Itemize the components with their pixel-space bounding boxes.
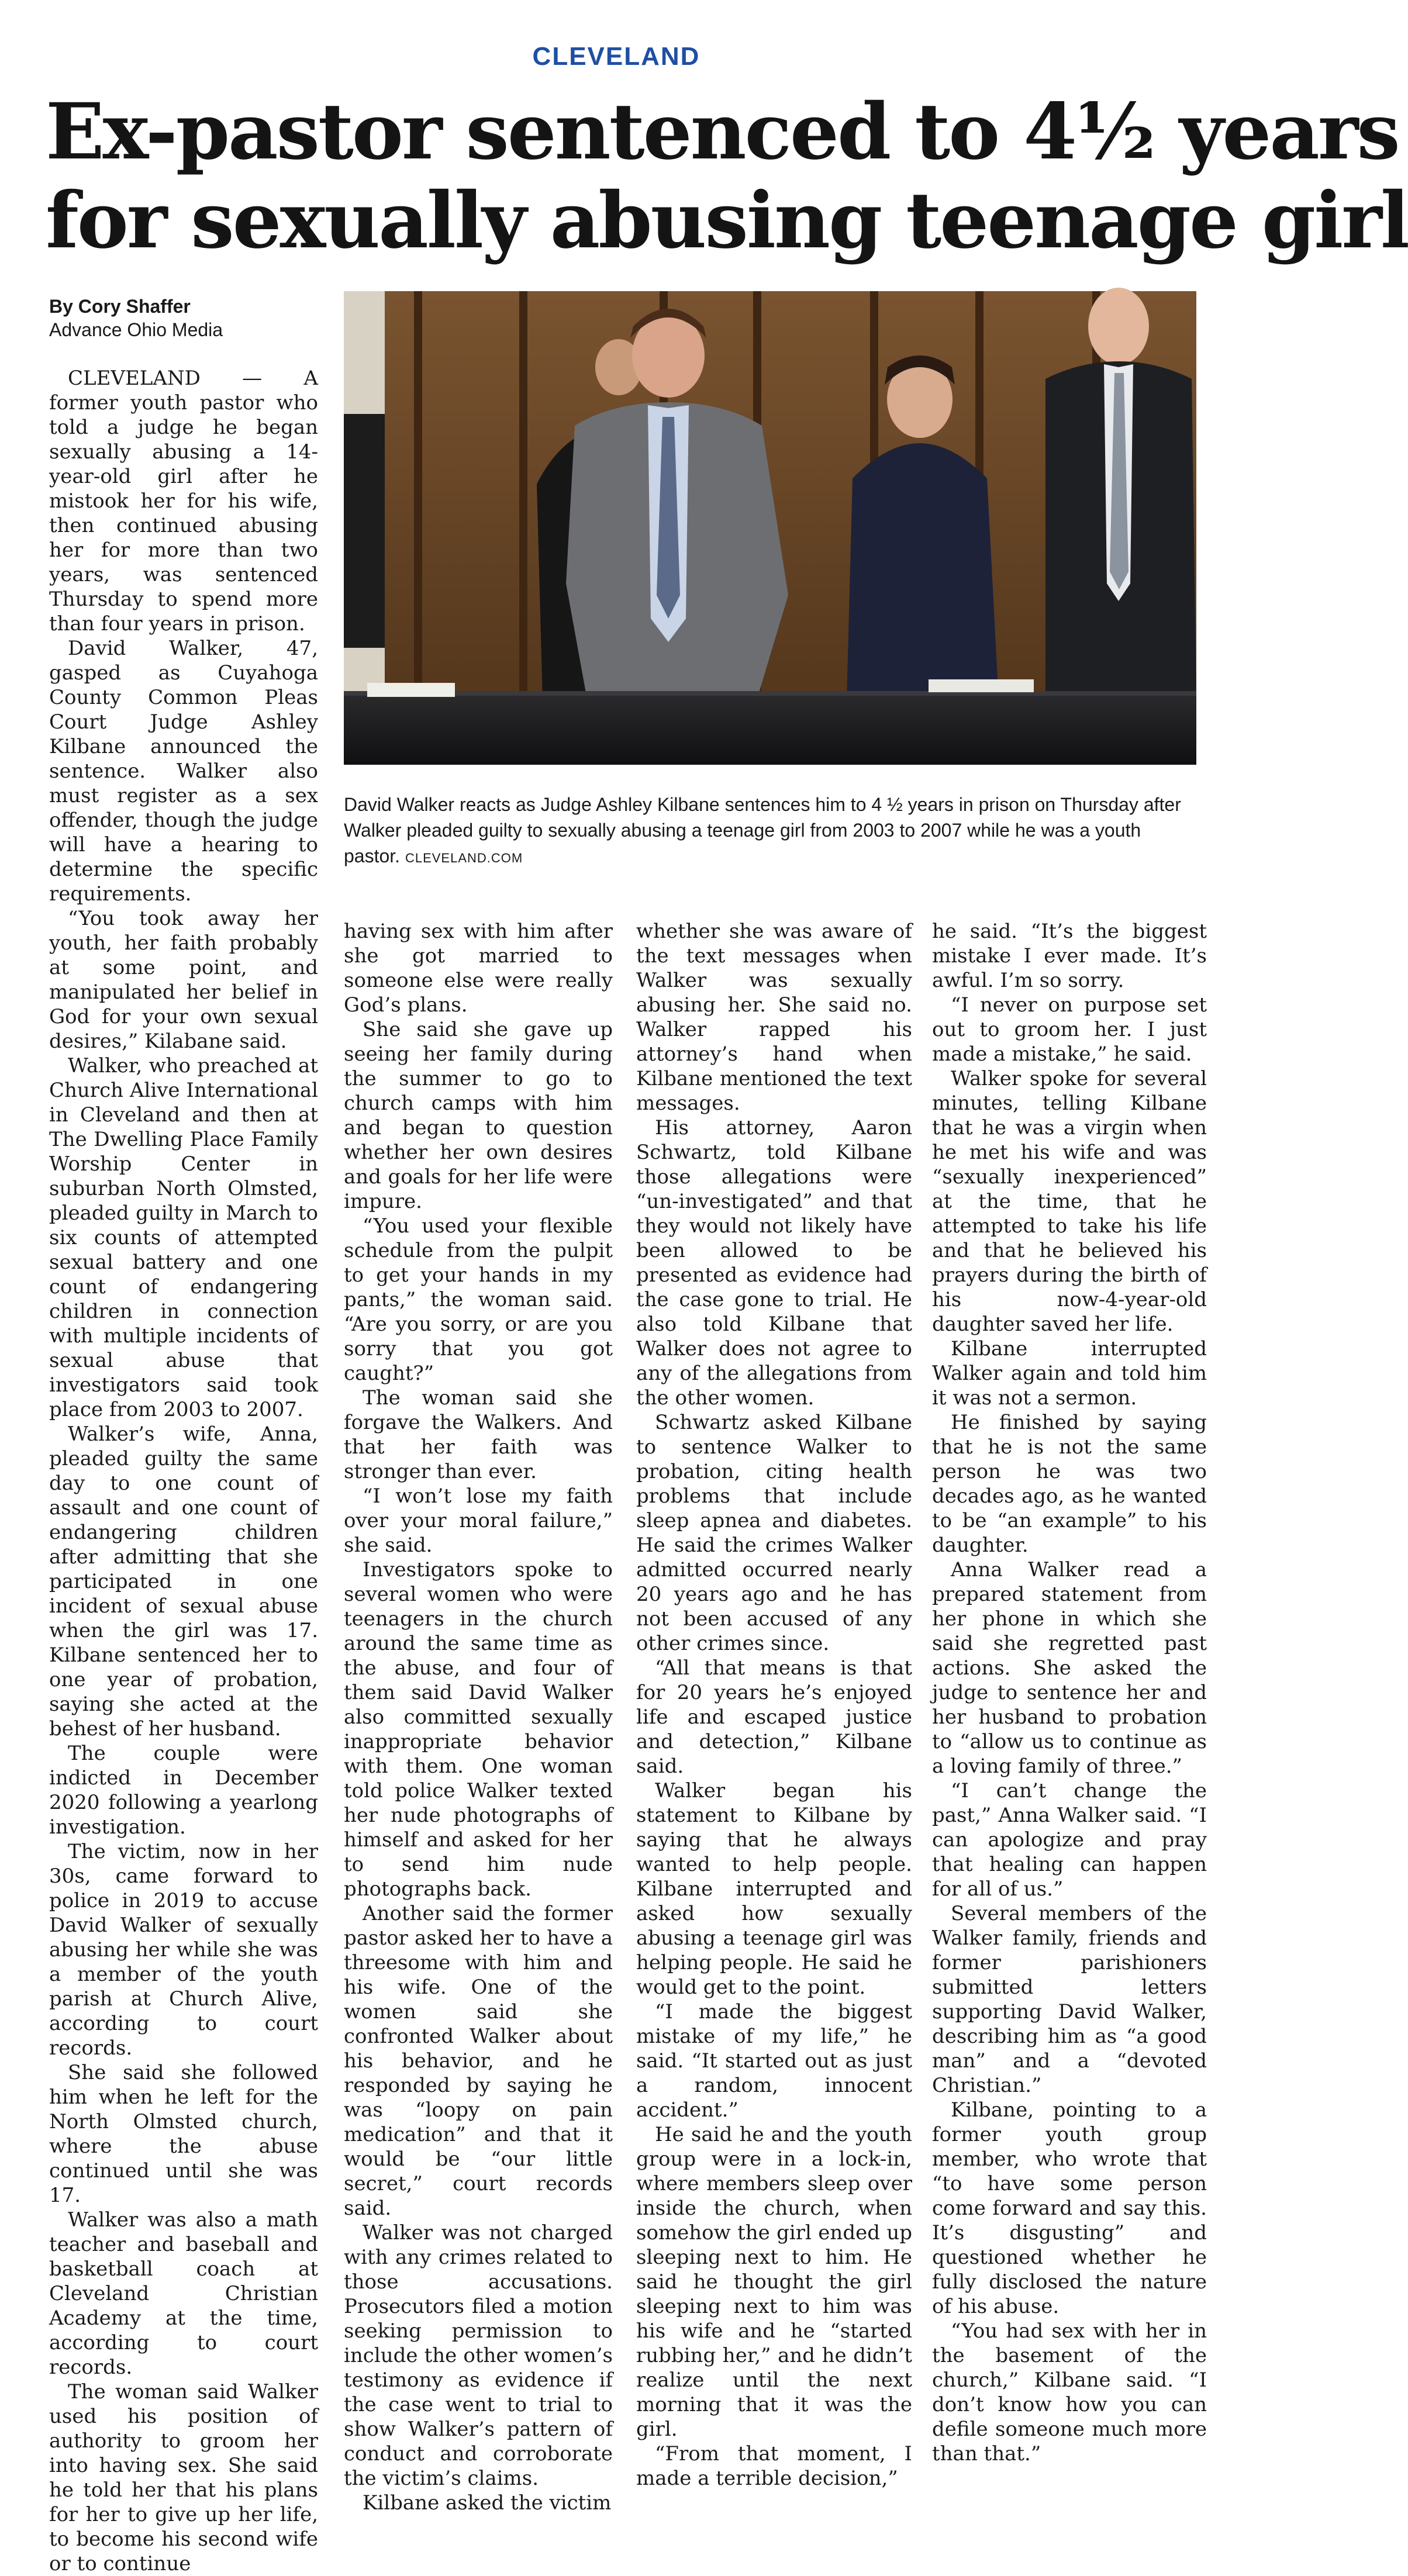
paragraph: The woman said Walker used his position of authority to groom her into having sex. She said he told her that his plans for her to give up her life, to become his second wife or to continue [49,2380,318,2575]
paragraph: Kilbane interrupted Walker again and told him it was not a sermon. [932,1337,1207,1410]
paragraph: Investigators spoke to several women who were teenagers in the church around the same time as the abuse, and four of them said David Walker also committed sexually inappropriate behavior with them. One woman told police Walker texted her nude photographs of himself and asked for her to send him nude photographs back. [344,1558,613,1901]
paragraph: His attorney, Aaron Schwartz, told Kilbane those allegations were “un-investigated” and that they would not likely have been allowed to be presented as evidence had the case gone to trial. He also told Kilbane that Walker does not agree to any of the allegations from the other women. [636,1116,912,1410]
paragraph: Walker was also a math teacher and baseball and basketball coach at Cleveland Christian Academy at the time, according to court records. [49,2208,318,2379]
paragraph: Walker began his statement to Kilbane by saying that he always wanted to help people. Kilbane interrupted and asked how sexually abusing a teenage girl was helping people. He said he would get to the point. [636,1779,912,1999]
paragraph: “You used your flexible schedule from the pulpit to get your hands in my pants,” the woman said. “Are you sorry, or are you sorry that you got caught?” [344,1214,613,1385]
paragraph: “I never on purpose set out to groom her. I just made a mistake,” he said. [932,993,1207,1066]
photo-caption-text: David Walker reacts as Judge Ashley Kilbane sentences him to 4 ½ years in prison on Thursday after Walker pleaded guilty to sexually abusing a teenage girl from 2003 to 2007 while he was a youth pastor. [344,794,1181,866]
courtroom-photo-illustration [344,291,1196,765]
paragraph: “You took away her youth, her faith probably at some point, and manipulated her belief in God for your own sexual desires,” Kilabane said. [49,907,318,1053]
paragraph: Walker spoke for several minutes, telling Kilbane that he was a virgin when he met his wife and was “sexually inexperienced” at the time, that he attempted to take his life and that he believed his prayers during the birth of his now-4-year-old daughter saved her life. [932,1067,1207,1336]
photo-caption [344,792,1198,871]
byline-author: By Cory Shaffer [49,296,191,317]
courtroom-photo [344,291,1196,765]
headline [46,87,1408,266]
paragraph: CLEVELAND — A former youth pastor who told a judge he began sexually abusing a 14-year-old girl after he mistook her for his wife, then continued abusing her for more than two years, was sentenced Thursday to spend more than four years in prison. [49,367,318,636]
paragraph: She said she gave up seeing her family during the summer to go to church camps with him and began to question whether her own desires and goals for her life were impure. [344,1018,613,1213]
paragraph: Walker, who preached at Church Alive International in Cleveland and then at The Dwelling Place Family Worship Center in suburban North Olmsted, pleaded guilty in March to six counts of attempted sexual battery and one count of endangering children in connection with multiple incidents of sexual abuse that investigators said took place from 2003 to 2007. [49,1054,318,1421]
paragraph: Kilbane asked the victim [363,2491,612,2515]
paragraph: Walker’s wife, Anna, pleaded guilty the same day to one count of assault and one count of endangering children after admitting that she participated in one incident of sexual abuse when the girl was 17. Kilbane sentenced her to one year of probation, saying she acted at the behest of her husband. [49,1422,318,1741]
paragraph: “I can’t change the past,” Anna Walker said. “I can apologize and pray that healing can happen for all of us.” [932,1779,1207,1901]
paragraph: He said he and the youth group were in a lock-in, where members sleep over inside the church, when somehow the girl ended up sleeping next to him. He said he thought the girl sleeping next to him was his wife and he “started rubbing her,” and he didn’t realize until the next morning that it was the girl. [636,2123,912,2441]
article-column-1 [49,366,318,2576]
paragraph: “I won’t lose my faith over your moral failure,” she said. [344,1484,613,1557]
paragraph: Another said the former pastor asked her to have a threesome with him and his wife. One of the women said she confronted Walker about his behavior, and he responded by saying he was “loopy on pain medication” and that it would be “our little secret,” court records said. [344,1902,613,2220]
paragraph: He finished by saying that he is not the same person he was two decades ago, as he wanted to be “an example” to his daughter. [932,1411,1207,1557]
photo-credit: CLEVELAND.COM [405,851,523,865]
paragraph: Kilbane, pointing to a former youth group member, who wrote that “to have some person come forward and say this. It’s disgusting” and questioned whether he fully disclosed the nature of his abuse. [932,2098,1207,2318]
paragraph: “I made the biggest mistake of my life,” he said. “It started out as just a random, innocent accident.” [636,2000,912,2122]
paragraph: whether she was aware of the text messages when Walker was sexually abusing her. She said no. Walker rapped his attorney’s hand when Kilbane mentioned the text messages. [636,920,912,1115]
paragraph: Several members of the Walker family, friends and former parishioners submitted letters supporting David Walker, describing him as “a good man” and a “devoted Christian.” [932,1902,1207,2097]
headline-line-1: Ex-pastor sentenced to 4½ years [46,87,1399,177]
paragraph: “You had sex with her in the basement of the church,” Kilbane said. “I don’t know how you can defile someone much more than that.” [932,2319,1207,2465]
paragraph: The victim, now in her 30s, came forward to police in 2019 to accuse David Walker of sexually abusing her while she was a member of the youth parish at Church Alive, according to court records. [49,1840,318,2060]
paragraph: Walker was not charged with any crimes related to those accusations. Prosecutors filed a motion seeking permission to include the other women’s testimony as evidence if the case went to trial to show Walker’s pattern of conduct and corroborate the victim’s claims. [344,2221,613,2490]
article-column-4 [932,919,1207,2466]
paragraph: having sex with him after she got married to someone else were really God’s plans. [344,920,613,1017]
paragraph: The woman said she forgave the Walkers. And that her faith was stronger than ever. [344,1386,613,1483]
article-column-2 [344,919,613,2515]
paragraph: he said. “It’s the biggest mistake I ever made. It’s awful. I’m so sorry. [932,920,1207,992]
headline-line-2: for sexually abusing teenage girl [46,175,1408,266]
paragraph: Schwartz asked Kilbane to sentence Walker to probation, citing health problems that include sleep apnea and diabetes. He said the crimes Walker admitted occurred nearly 20 years ago and he has not been accused of any other crimes since. [636,1411,912,1655]
byline-outlet: Advance Ohio Media [49,319,223,340]
paragraph: David Walker, 47, gasped as Cuyahoga County Common Pleas Court Judge Ashley Kilbane announced the sentence. Walker also must register as a sex offender, though the judge will have a hearing to determine the specific requirements. [49,637,318,906]
paragraph: The couple were indicted in December 2020 following a yearlong investigation. [49,1742,318,1839]
paragraph: “All that means is that for 20 years he’s enjoyed life and escaped justice and detection,” Kilbane said. [636,1656,912,1778]
byline [49,295,223,341]
article-column-3 [636,919,912,2491]
section-label: CLEVELAND [532,42,700,71]
paragraph: “From that moment, I made a terrible decision,” [636,2442,912,2490]
paragraph: She said she followed him when he left for the North Olmsted church, where the abuse continued until she was 17. [49,2061,318,2207]
paragraph: Anna Walker read a prepared statement from her phone in which she said she regretted past actions. She asked the judge to sentence her and her husband to probation to “allow us to continue as a loving family of three.” [932,1558,1207,1778]
